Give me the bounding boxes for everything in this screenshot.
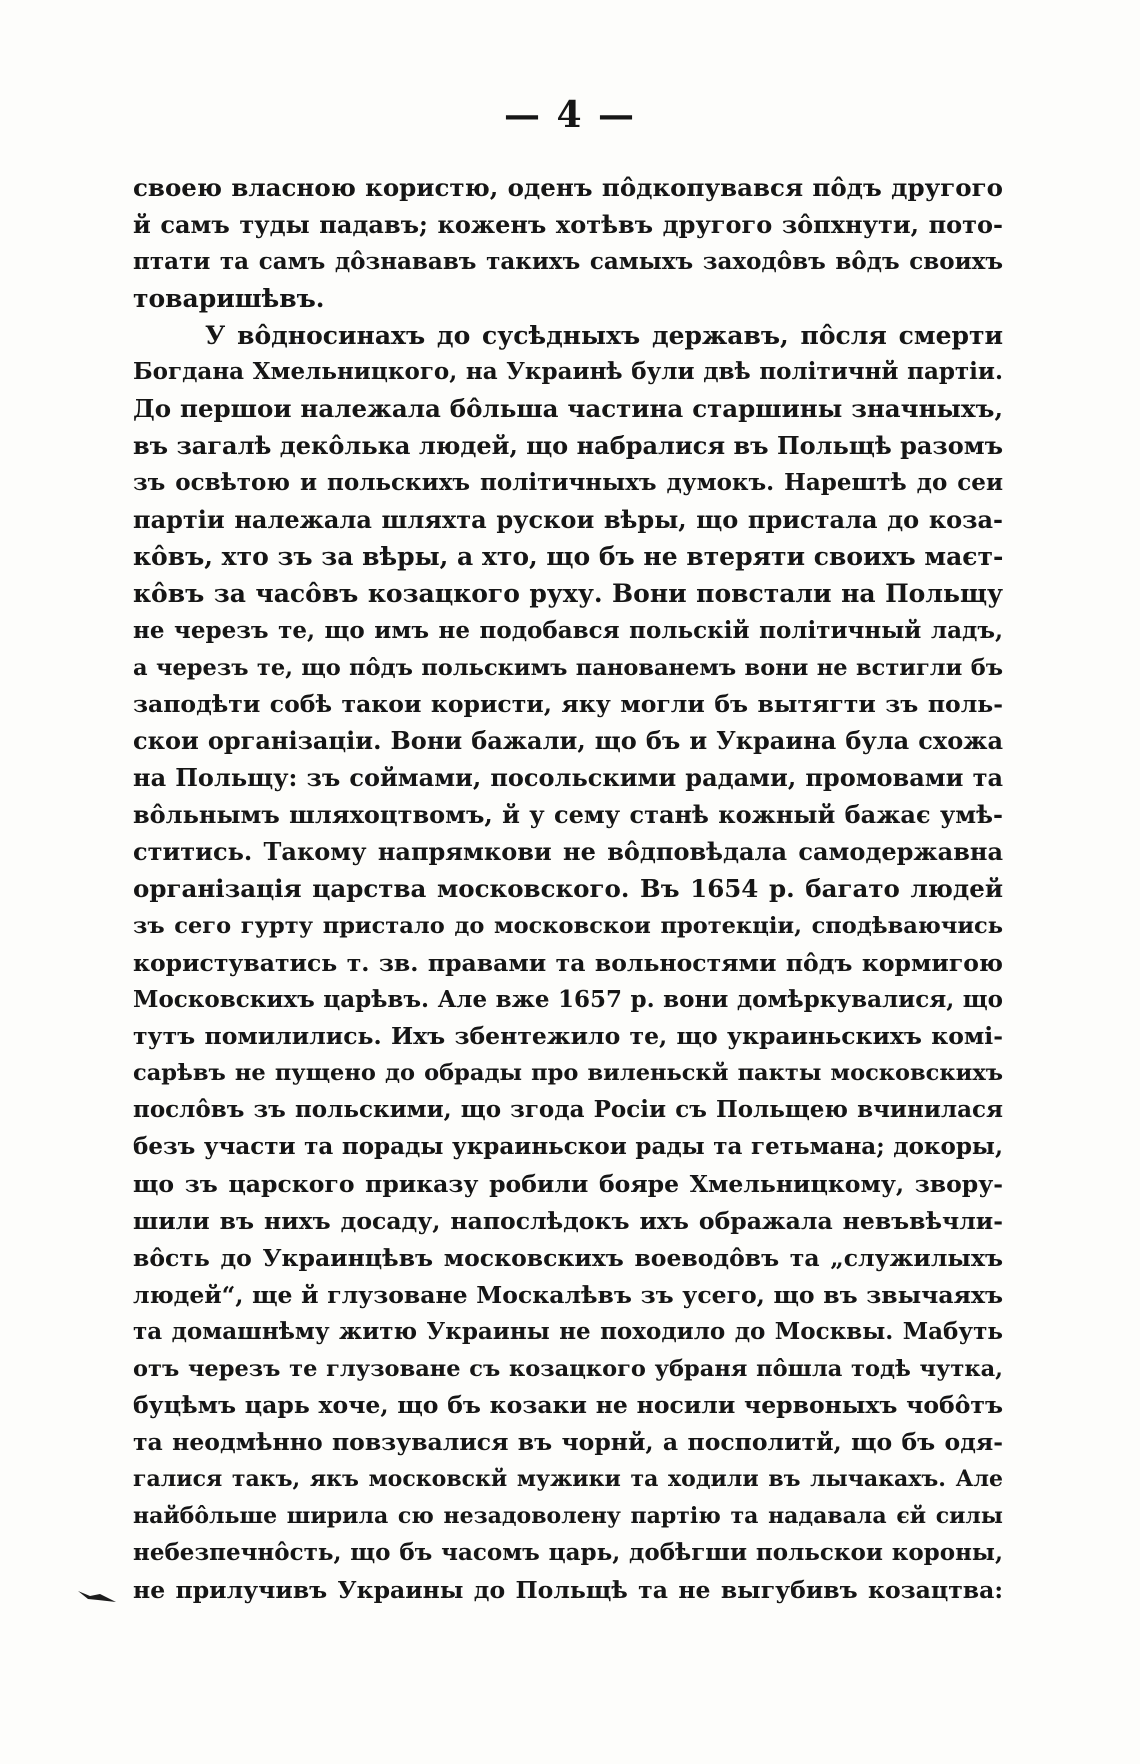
text-line: людей“, ще й глузоване Москалѣвъ зъ усего, що въ звычаяхъ: [133, 1280, 1003, 1309]
text-line: своею власною користю, оденъ пôдкопувався пôдъ другого: [133, 173, 1003, 202]
text-line: на Польщу: зъ соймами, посольскими радами, промовами та: [133, 763, 1003, 793]
text-line: найбôльше ширила сю незадоволену партiю та надавала єй силы: [133, 1503, 1003, 1530]
text-line: не прилучивъ Украины до Польщѣ та не выгубивъ козацтва:: [133, 1575, 1003, 1604]
body-text: [133, 170, 1003, 1609]
text-line: тутъ помилились. Ихъ збентежило те, що украиньскихъ комi-: [133, 1022, 1003, 1051]
ink-mark: [76, 1588, 118, 1604]
text-line: сарѣвъ не пущено до обрады про виленьскй пакты московскихъ: [133, 1060, 1003, 1087]
text-line: що зъ царского приказу робили бояре Хмельницкому, звору-: [133, 1170, 1003, 1199]
text-line: ститись. Такому напрямкови не вôдповѣдала самодержавна: [133, 837, 1003, 867]
text-line: заподѣти собѣ такои користи, яку могли бъ вытягти зъ поль-: [133, 690, 1003, 719]
text-line: органiзацiя царства московского. Въ 1654 р. багато людей: [133, 873, 1003, 903]
text-line: У вôдносинахъ до сусѣдныхъ державъ, пôсля смерти: [205, 320, 1003, 350]
text-line: буцѣмъ царь хоче, що бъ козаки не носили червоныхъ чобôтъ: [133, 1391, 1003, 1420]
text-line: вôсть до Украинцѣвъ московскихъ воеводôвъ та „служилыхъ: [133, 1243, 1003, 1272]
text-line: галися такъ, якъ московскй мужики та ходили въ лычакахъ. Але: [133, 1466, 1003, 1493]
page-number: — 4 —: [503, 94, 637, 136]
text-line: зъ сего гурту пристало до московскои протекцiи, сподѣваючись: [133, 912, 1003, 939]
text-line: не черезъ те, що имъ не подобався польскiй полiтичный ладъ,: [133, 616, 1003, 644]
text-line: зъ освѣтою и польскихъ полiтичныхъ думокъ. Нарештѣ до сеи: [133, 469, 1003, 497]
text-line: та домашнѣму житю Украины не походило до Москвы. Мабуть: [133, 1317, 1003, 1345]
text-line: користуватись т. зв. правами та вольностями пôдъ кормигою: [133, 948, 1003, 977]
text-line: партiи належала шляхта рускои вѣры, що пристала до коза-: [133, 505, 1003, 535]
text-line: птати та самъ дôзнававъ такихъ самыхъ заходôвъ вôдъ своихъ: [133, 247, 1003, 275]
text-line: послôвъ зъ польскими, що згода Росiи съ Польщею вчинилася: [133, 1096, 1003, 1124]
text-line: Богдана Хмельницкого, на Украинѣ були двѣ полiтичнй партiи.: [133, 358, 1003, 386]
text-line: й самъ туды падавъ; коженъ хотѣвъ другого зôпхнути, пото-: [133, 209, 1003, 239]
text-line: безъ участи та порады украиньскои рады та гетьмана; докоры,: [133, 1133, 1003, 1161]
text-line: небезпечнôсть, що бъ часомъ царь, добѣгши польскои короны,: [133, 1538, 1003, 1566]
text-line: Московскихъ царѣвъ. Але вже 1657 р. вони домѣркувалися, що: [133, 985, 1003, 1013]
text-line: кôвъ, хто зъ за вѣры, а хто, що бъ не втеряти своихъ маєт-: [133, 541, 1004, 571]
text-line: отъ черезъ те глузоване съ козацкого убраня пôшла тодѣ чутка,: [133, 1355, 1003, 1382]
text-line: въ загалѣ декôлька людей, що набралися въ Польщѣ разомъ: [133, 431, 1003, 461]
text-line: скои органiзацiи. Вони бажали, що бъ и Украина була схожа: [133, 726, 1003, 756]
text-line: До першои належала бôльша частина старшины значныхъ,: [133, 394, 1003, 424]
text-line: вôльнымъ шляхоцтвомъ, й у сему станѣ кожный бажає умѣ-: [133, 800, 1003, 830]
text-line: та неодмѣнно повзувалися въ чорнй, а посполитй, що бъ одя-: [133, 1428, 1003, 1457]
text-line: товаришѣвъ.: [133, 283, 325, 313]
text-line: кôвъ за часôвъ козацкого руху. Вони повстали на Польщу: [133, 578, 1003, 608]
text-line: а черезъ те, що пôдъ польскимъ панованемъ вони не встигли бъ: [133, 654, 1003, 681]
text-line: шили въ нихъ досаду, напослѣдокъ ихъ ображала невъвѣчли-: [133, 1206, 1003, 1235]
